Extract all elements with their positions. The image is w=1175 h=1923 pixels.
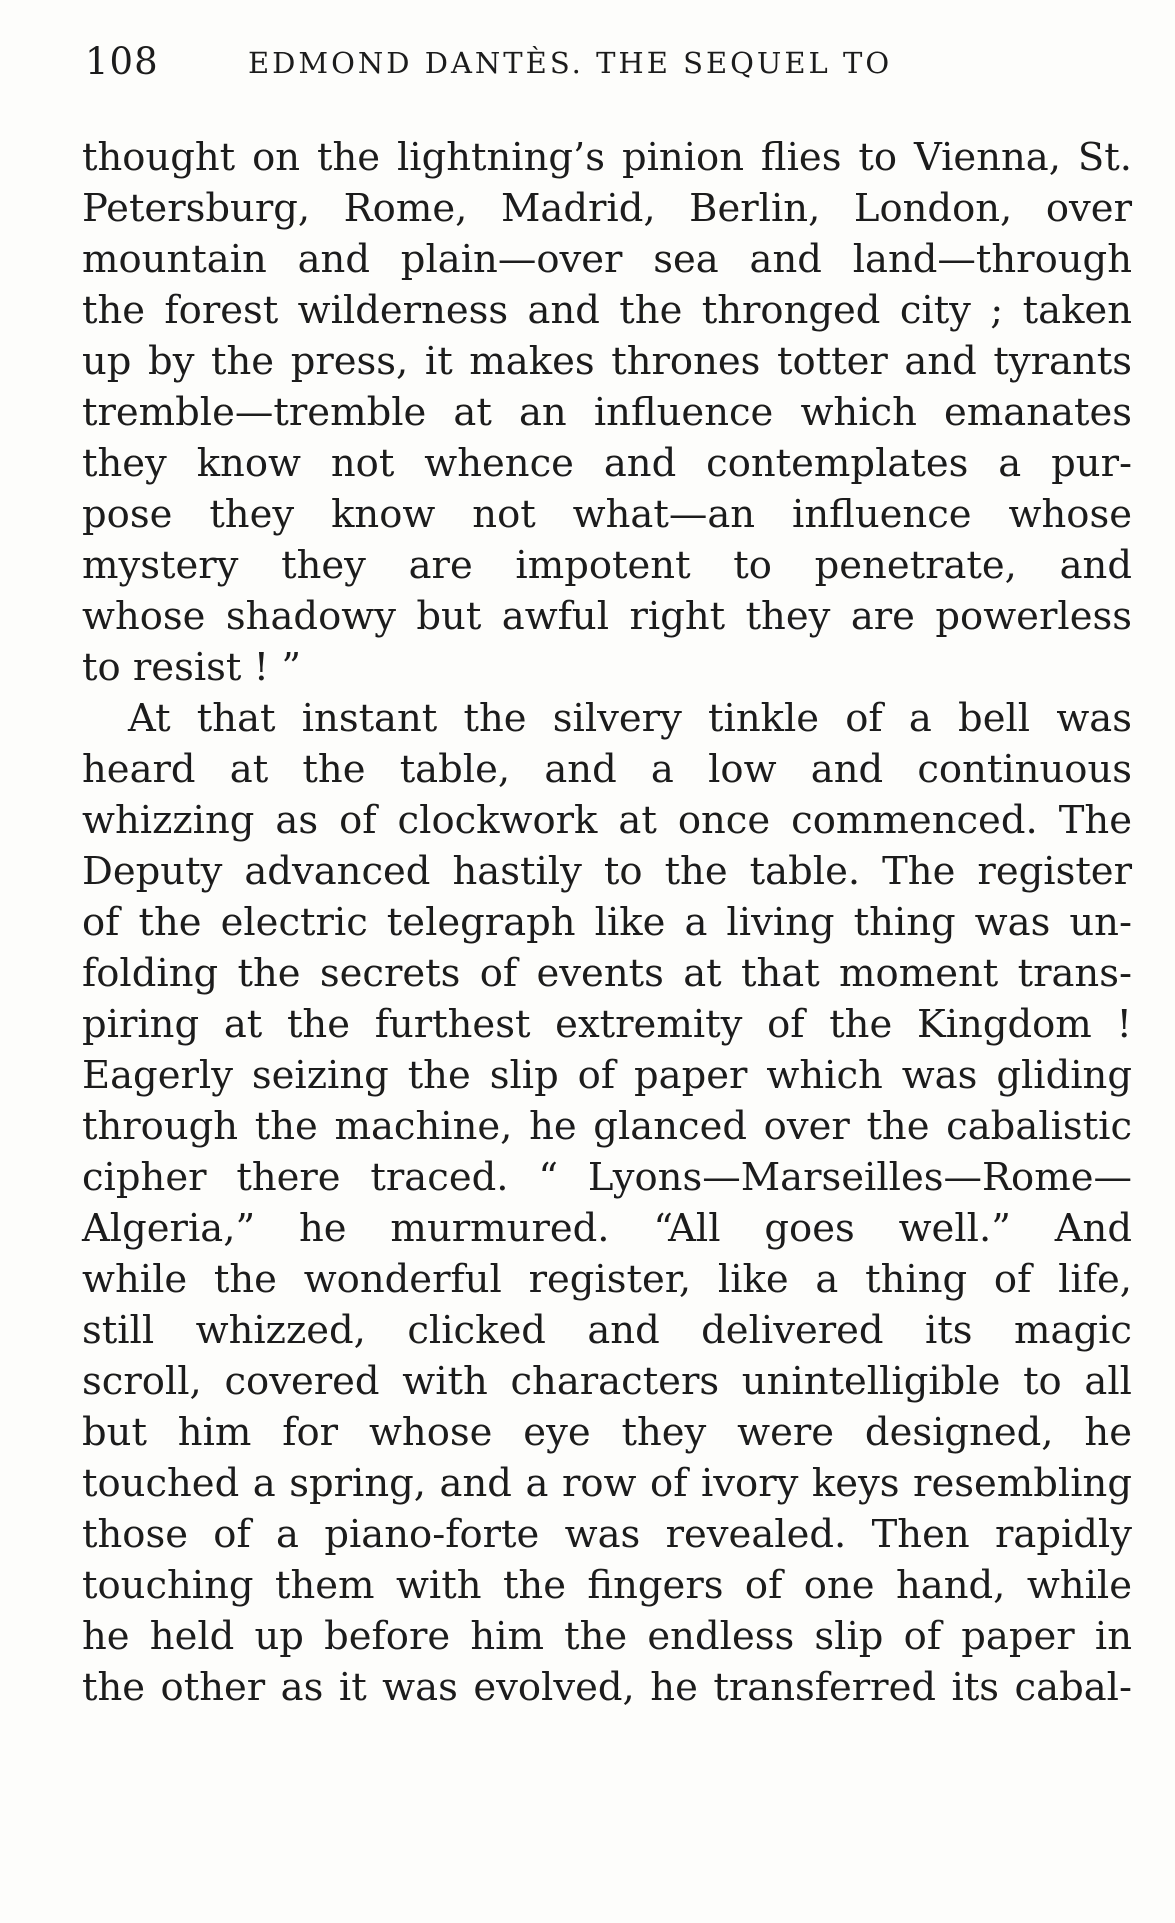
body-text	[82, 132, 1132, 1713]
page-header	[85, 40, 1135, 90]
text-line: pose they know not what—an influence whose	[82, 492, 1132, 537]
text-line: he held up before him the endless slip of paper in	[82, 1614, 1132, 1659]
paragraph-end-line: to resist ! ”	[82, 645, 302, 690]
text-line: Deputy advanced hastily to the table. The register	[82, 849, 1132, 894]
text-line: cipher there traced. “ Lyons—Marseilles—Rome—	[82, 1155, 1132, 1200]
text-line: Algeria,” he murmured. “All goes well.” And	[82, 1206, 1132, 1251]
text-line: up by the press, it makes thrones totter and tyrants	[82, 339, 1132, 384]
paragraph-start-line: At that instant the silvery tinkle of a bell was	[128, 696, 1132, 741]
text-line: heard at the table, and a low and continuous	[82, 747, 1132, 792]
text-line: whose shadowy but awful right they are powerless	[82, 594, 1132, 639]
text-line: Petersburg, Rome, Madrid, Berlin, London, over	[82, 186, 1132, 231]
text-line: touching them with the fingers of one hand, while	[82, 1563, 1132, 1608]
text-line: thought on the lightning’s pinion flies to Vienna, St.	[82, 135, 1132, 180]
text-line: tremble—tremble at an influence which emanates	[82, 390, 1132, 435]
text-line: while the wonderful register, like a thing of life,	[82, 1257, 1132, 1302]
page-number: 108	[85, 40, 159, 83]
text-line: piring at the furthest extremity of the Kingdom !	[82, 1002, 1132, 1047]
text-line: the forest wilderness and the thronged city ; taken	[82, 288, 1132, 333]
text-line: the other as it was evolved, he transferred its cabal-	[82, 1665, 1132, 1710]
text-line: still whizzed, clicked and delivered its magic	[82, 1308, 1132, 1353]
text-line: mountain and plain—over sea and land—through	[82, 237, 1132, 282]
text-line: whizzing as of clockwork at once commenced. The	[82, 798, 1132, 843]
text-line: touched a spring, and a row of ivory keys resembling	[82, 1461, 1132, 1506]
text-line: through the machine, he glanced over the cabalistic	[82, 1104, 1132, 1149]
text-line: but him for whose eye they were designed, he	[82, 1410, 1132, 1455]
text-line: scroll, covered with characters unintelligible to all	[82, 1359, 1132, 1404]
text-line: of the electric telegraph like a living thing was un-	[82, 900, 1132, 945]
text-line: those of a piano-forte was revealed. Then rapidly	[82, 1512, 1132, 1557]
text-line: Eagerly seizing the slip of paper which was gliding	[82, 1053, 1132, 1098]
text-line: they know not whence and contemplates a pur-	[82, 441, 1132, 486]
text-line: folding the secrets of events at that moment trans-	[82, 951, 1132, 996]
running-head: EDMOND DANTÈS. THE SEQUEL TO	[248, 46, 893, 80]
text-line: mystery they are impotent to penetrate, and	[82, 543, 1132, 588]
